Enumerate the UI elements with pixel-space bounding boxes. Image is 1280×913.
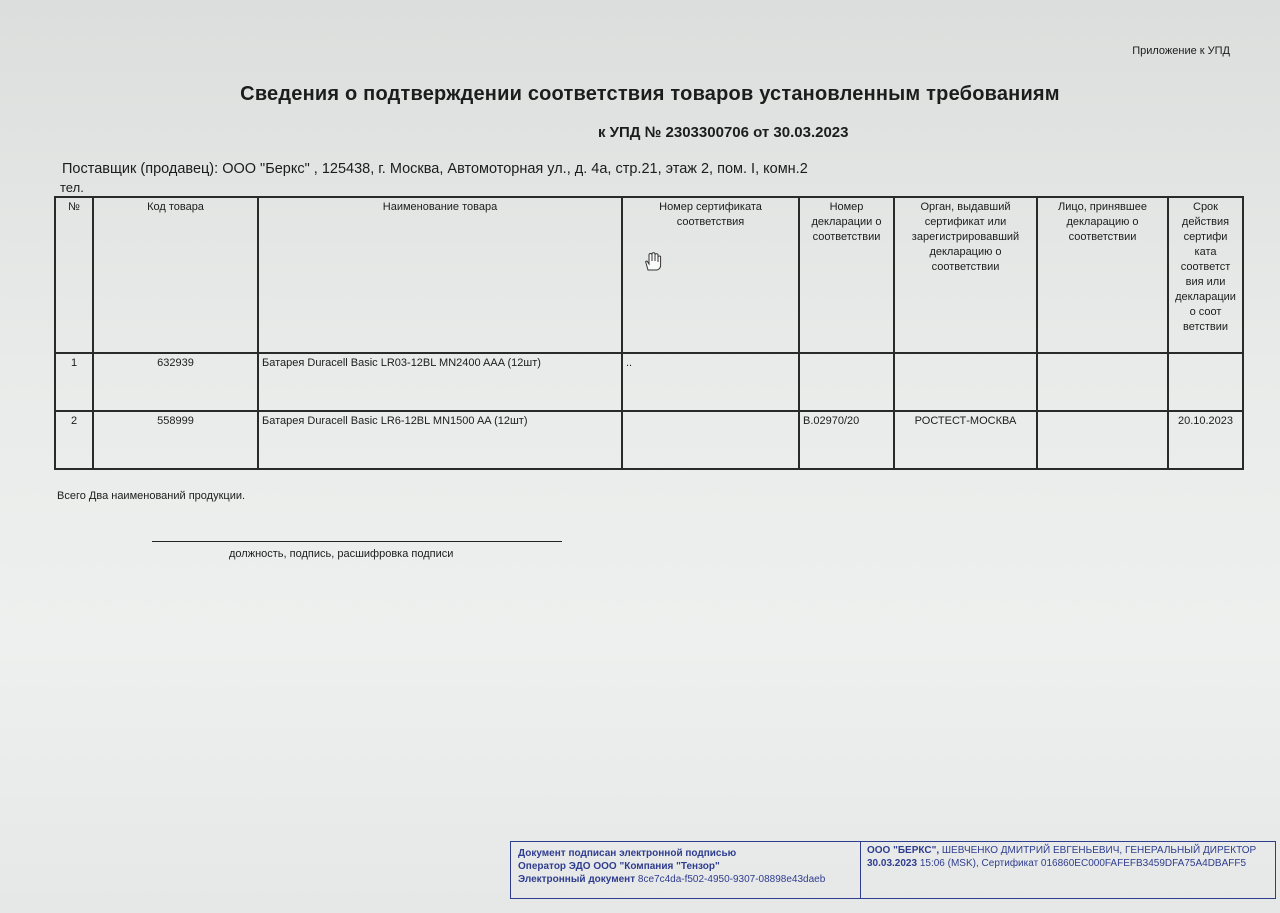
- cell-decl: В.02970/20: [799, 411, 894, 469]
- cell-num: 2: [55, 411, 93, 469]
- stamp-signature-line: [867, 857, 1269, 870]
- cell-num: 1: [55, 353, 93, 411]
- table-row: [55, 353, 1243, 411]
- stamp-signer-name: ШЕВЧЕНКО ДМИТРИЙ ЕВГЕНЬЕВИЧ, ГЕНЕРАЛЬНЫЙ ДИРЕКТОР: [941, 845, 1257, 856]
- stamp-sign-details: 15:06 (MSK), Сертификат 016860EC000FAFEFB3459DFA75A4DBAFF5: [919, 858, 1247, 869]
- cell-issuer: РОСТЕСТ-МОСКВА: [894, 411, 1037, 469]
- table-row: [55, 411, 1243, 469]
- cell-acceptor: [1037, 411, 1168, 469]
- col-header-decl: Номер декларации о соответствии: [799, 197, 894, 353]
- col-header-validity: Срок действия сертифи ката соответст вия или декларации о соот ветствии: [1168, 197, 1243, 353]
- cell-cert: [622, 411, 799, 469]
- stamp-operator-block: [511, 842, 861, 898]
- cell-issuer: [894, 353, 1037, 411]
- stamp-document-label: Электронный документ: [518, 874, 636, 885]
- cell-validity: [1168, 353, 1243, 411]
- appendix-label: Приложение к УПД: [1132, 45, 1230, 57]
- document-subtitle: к УПД № 2303300706 от 30.03.2023: [598, 124, 849, 141]
- col-header-acceptor: Лицо, принявшее декларацию о соответствии: [1037, 197, 1168, 353]
- cell-acceptor: [1037, 353, 1168, 411]
- signature-caption: должность, подпись, расшифровка подписи: [229, 548, 454, 560]
- stamp-signer-block: [861, 842, 1275, 898]
- col-header-code: Код товара: [93, 197, 258, 353]
- cell-cert: ..: [622, 353, 799, 411]
- hand-cursor-icon: [642, 252, 664, 272]
- cell-validity: 20.10.2023: [1168, 411, 1243, 469]
- col-header-cert: Номер сертификата соответствия: [622, 197, 799, 353]
- stamp-signer-org: ООО "БЕРКС",: [867, 845, 940, 856]
- stamp-document-id: [518, 873, 853, 886]
- stamp-signer-line: [867, 844, 1269, 857]
- goods-table: [54, 196, 1244, 470]
- cell-name: Батарея Duracell Basic LR6-12BL MN1500 AA (12шт): [258, 411, 622, 469]
- stamp-operator-text: Оператор ЭДО ООО "Компания "Тензор": [518, 861, 720, 872]
- document-title: Сведения о подтверждении соответствия товаров установленным требованиям: [240, 83, 1060, 105]
- cell-decl: [799, 353, 894, 411]
- supplier-line: Поставщик (продавец): ООО "Беркс" , 125438, г. Москва, Автомоторная ул., д. 4а, стр.21, этаж 2, пом. I, комн.2: [62, 161, 808, 177]
- total-items-text: Всего Два наименований продукции.: [57, 490, 246, 502]
- signature-line: [152, 541, 562, 542]
- stamp-document-value: 8ce7c4da-f502-4950-9307-08898e43daeb: [637, 874, 826, 885]
- electronic-signature-stamp: [510, 841, 1276, 899]
- cell-name: Батарея Duracell Basic LR03-12BL MN2400 AAA (12шт): [258, 353, 622, 411]
- stamp-signed-text: Документ подписан электронной подписью: [518, 848, 737, 859]
- cell-code: 632939: [93, 353, 258, 411]
- col-header-issuer: Орган, выдавший сертификат или зарегистрировавший декларацию о соответствии: [894, 197, 1037, 353]
- phone-line: тел.: [60, 180, 84, 195]
- table-header-row: [55, 197, 1243, 353]
- col-header-name: Наименование товара: [258, 197, 622, 353]
- stamp-sign-date: 30.03.2023: [867, 858, 918, 869]
- cell-code: 558999: [93, 411, 258, 469]
- col-header-num: №: [55, 197, 93, 353]
